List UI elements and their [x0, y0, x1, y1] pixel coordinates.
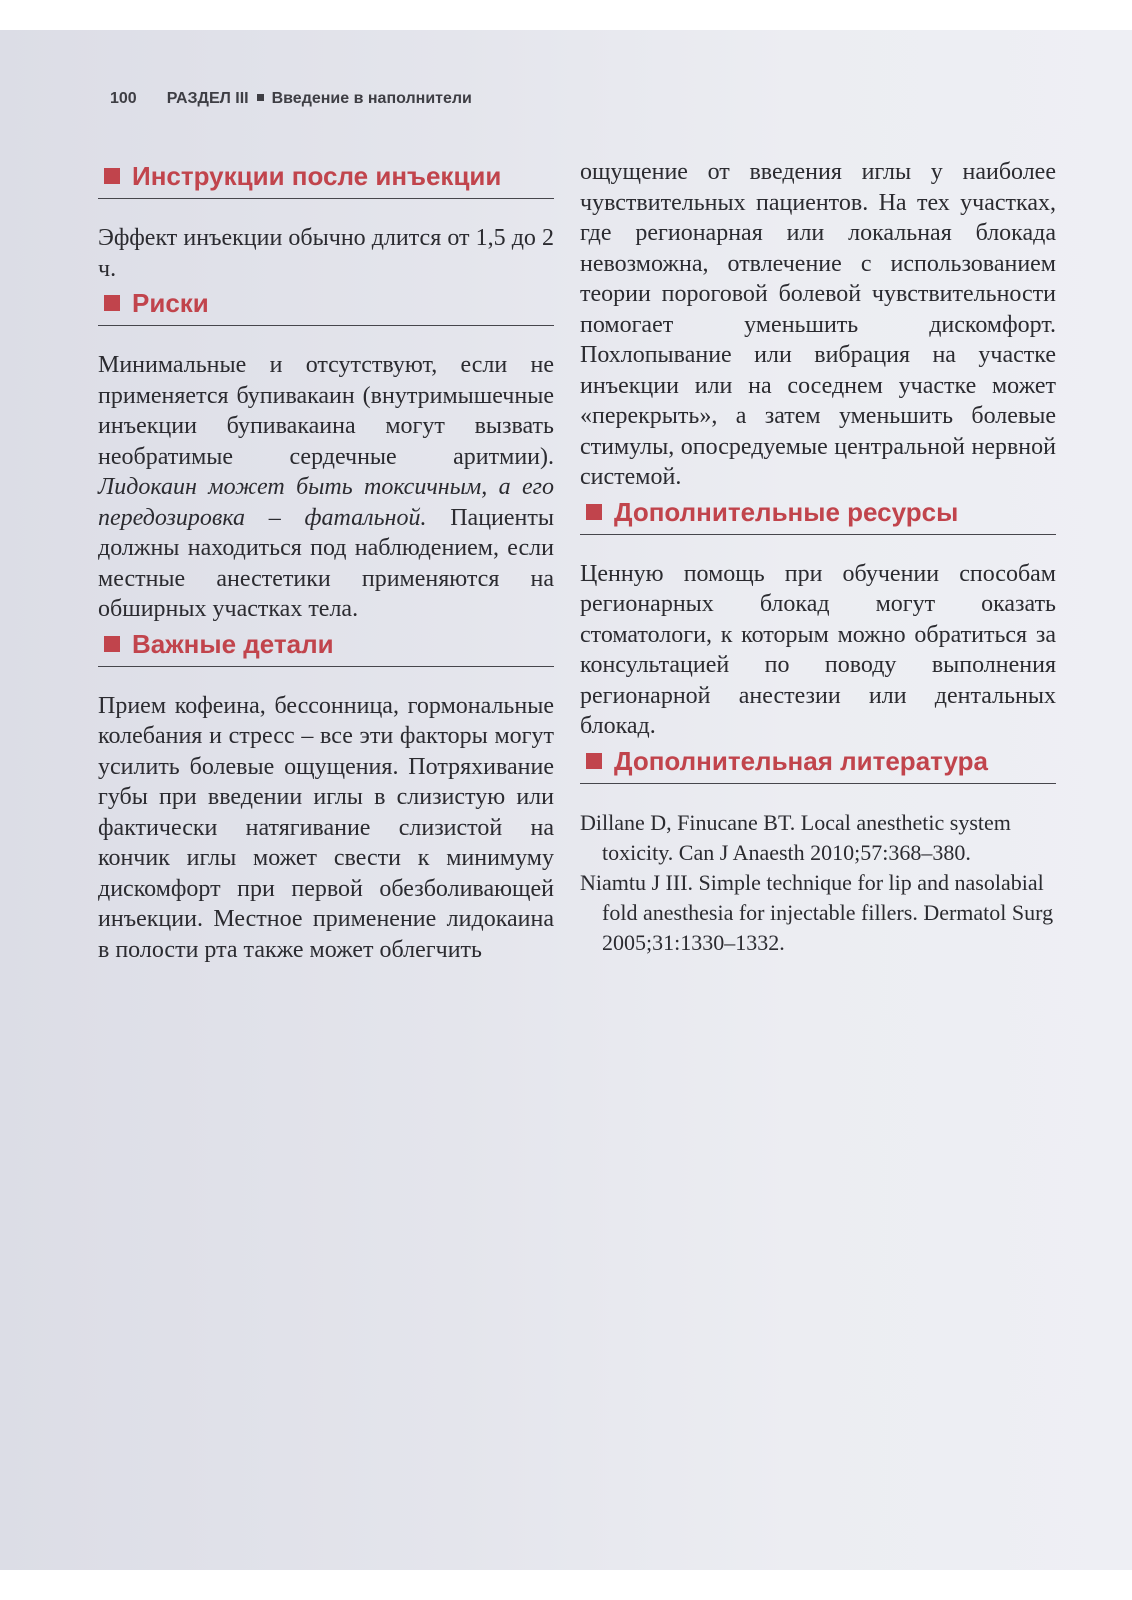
reference-list	[580, 808, 1056, 958]
right-column	[580, 157, 1056, 958]
reference-item: Niamtu J III. Simple technique for lip and nasolabial fold anesthesia for injectable fillers. Dermatol Surg 2005;31:1330–1332.	[580, 869, 1054, 955]
heading-square-icon	[104, 636, 120, 652]
page-number: 100	[110, 90, 137, 107]
paragraph-details: Прием кофеина, бессонница, гормональные колебания и стресс – все эти факторы могут усилить болевые ощущения. Потряхивание губы при введении иглы в слизистую или фактически натягивание слизистой на кончик иглы может свести к минимуму дискомфорт при первой обезболивающей инъекции. Местное применение лидокаина в полости рта также может облегчить	[98, 692, 554, 963]
heading-risks	[98, 284, 554, 326]
chapter-title: Введение в наполнители	[271, 90, 472, 107]
heading-label: Важные детали	[132, 628, 334, 659]
heading-square-icon	[586, 753, 602, 769]
left-column	[98, 157, 554, 965]
running-head	[110, 90, 472, 108]
heading-instructions	[98, 157, 554, 199]
risks-text-part: Пациенты должны находиться под наблюдением, если местные анестетики применяются на обширных участках тела.	[98, 504, 555, 622]
section-label: РАЗДЕЛ III	[166, 90, 249, 107]
heading-label: Риски	[132, 288, 209, 318]
book-page	[0, 30, 1132, 1570]
heading-label: Инструкции после инъекции	[132, 161, 502, 191]
paragraph-continuation: ощущение от введения иглы у наиболее чувствительных пациентов. На тех участках, где регионарная или локальная блокада невозможна, отвлечение с использованием теории пороговой болевой чувствительности помогает уменьшить дискомфорт. Похлопывание или вибрация на участке инъекции или на соседнем участке может «перекрыть», а затем уменьшить болевые стимулы, опосредуемые центральной нервной системой.	[580, 159, 1056, 490]
heading-square-icon	[104, 295, 120, 311]
risks-text-part: Минимальные и отсутствуют, если не применяется бупивакаин (внутримышечные инъекции бупивакаина могут вызвать необратимые сердечные аритмии).	[98, 352, 554, 470]
heading-resources	[580, 493, 1056, 535]
heading-literature	[580, 742, 1056, 784]
reference-item: Dillane D, Finucane BT. Local anesthetic system toxicity. Can J Anaesth 2010;57:368–380.	[580, 809, 1011, 865]
heading-details	[98, 625, 554, 667]
separator-square-icon	[257, 94, 264, 101]
heading-label: Дополнительная литература	[614, 745, 988, 776]
heading-label: Дополнительные ресурсы	[614, 496, 959, 527]
paragraph-instructions: Эффект инъекции обычно длится от 1,5 до 2 ч.	[98, 225, 554, 282]
risks-italic-warning: Лидокаин может быть токсичным, а его передозировка – фатальной.	[98, 474, 554, 531]
heading-square-icon	[104, 168, 120, 184]
paragraph-resources: Ценную помощь при обучении способам регионарных блокад могут оказать стоматологи, к которым можно обратиться за консультацией по поводу выполнения регионарной анестезии или дентальных блокад.	[580, 560, 1056, 739]
heading-square-icon	[586, 504, 602, 520]
paragraph-risks	[98, 350, 554, 625]
